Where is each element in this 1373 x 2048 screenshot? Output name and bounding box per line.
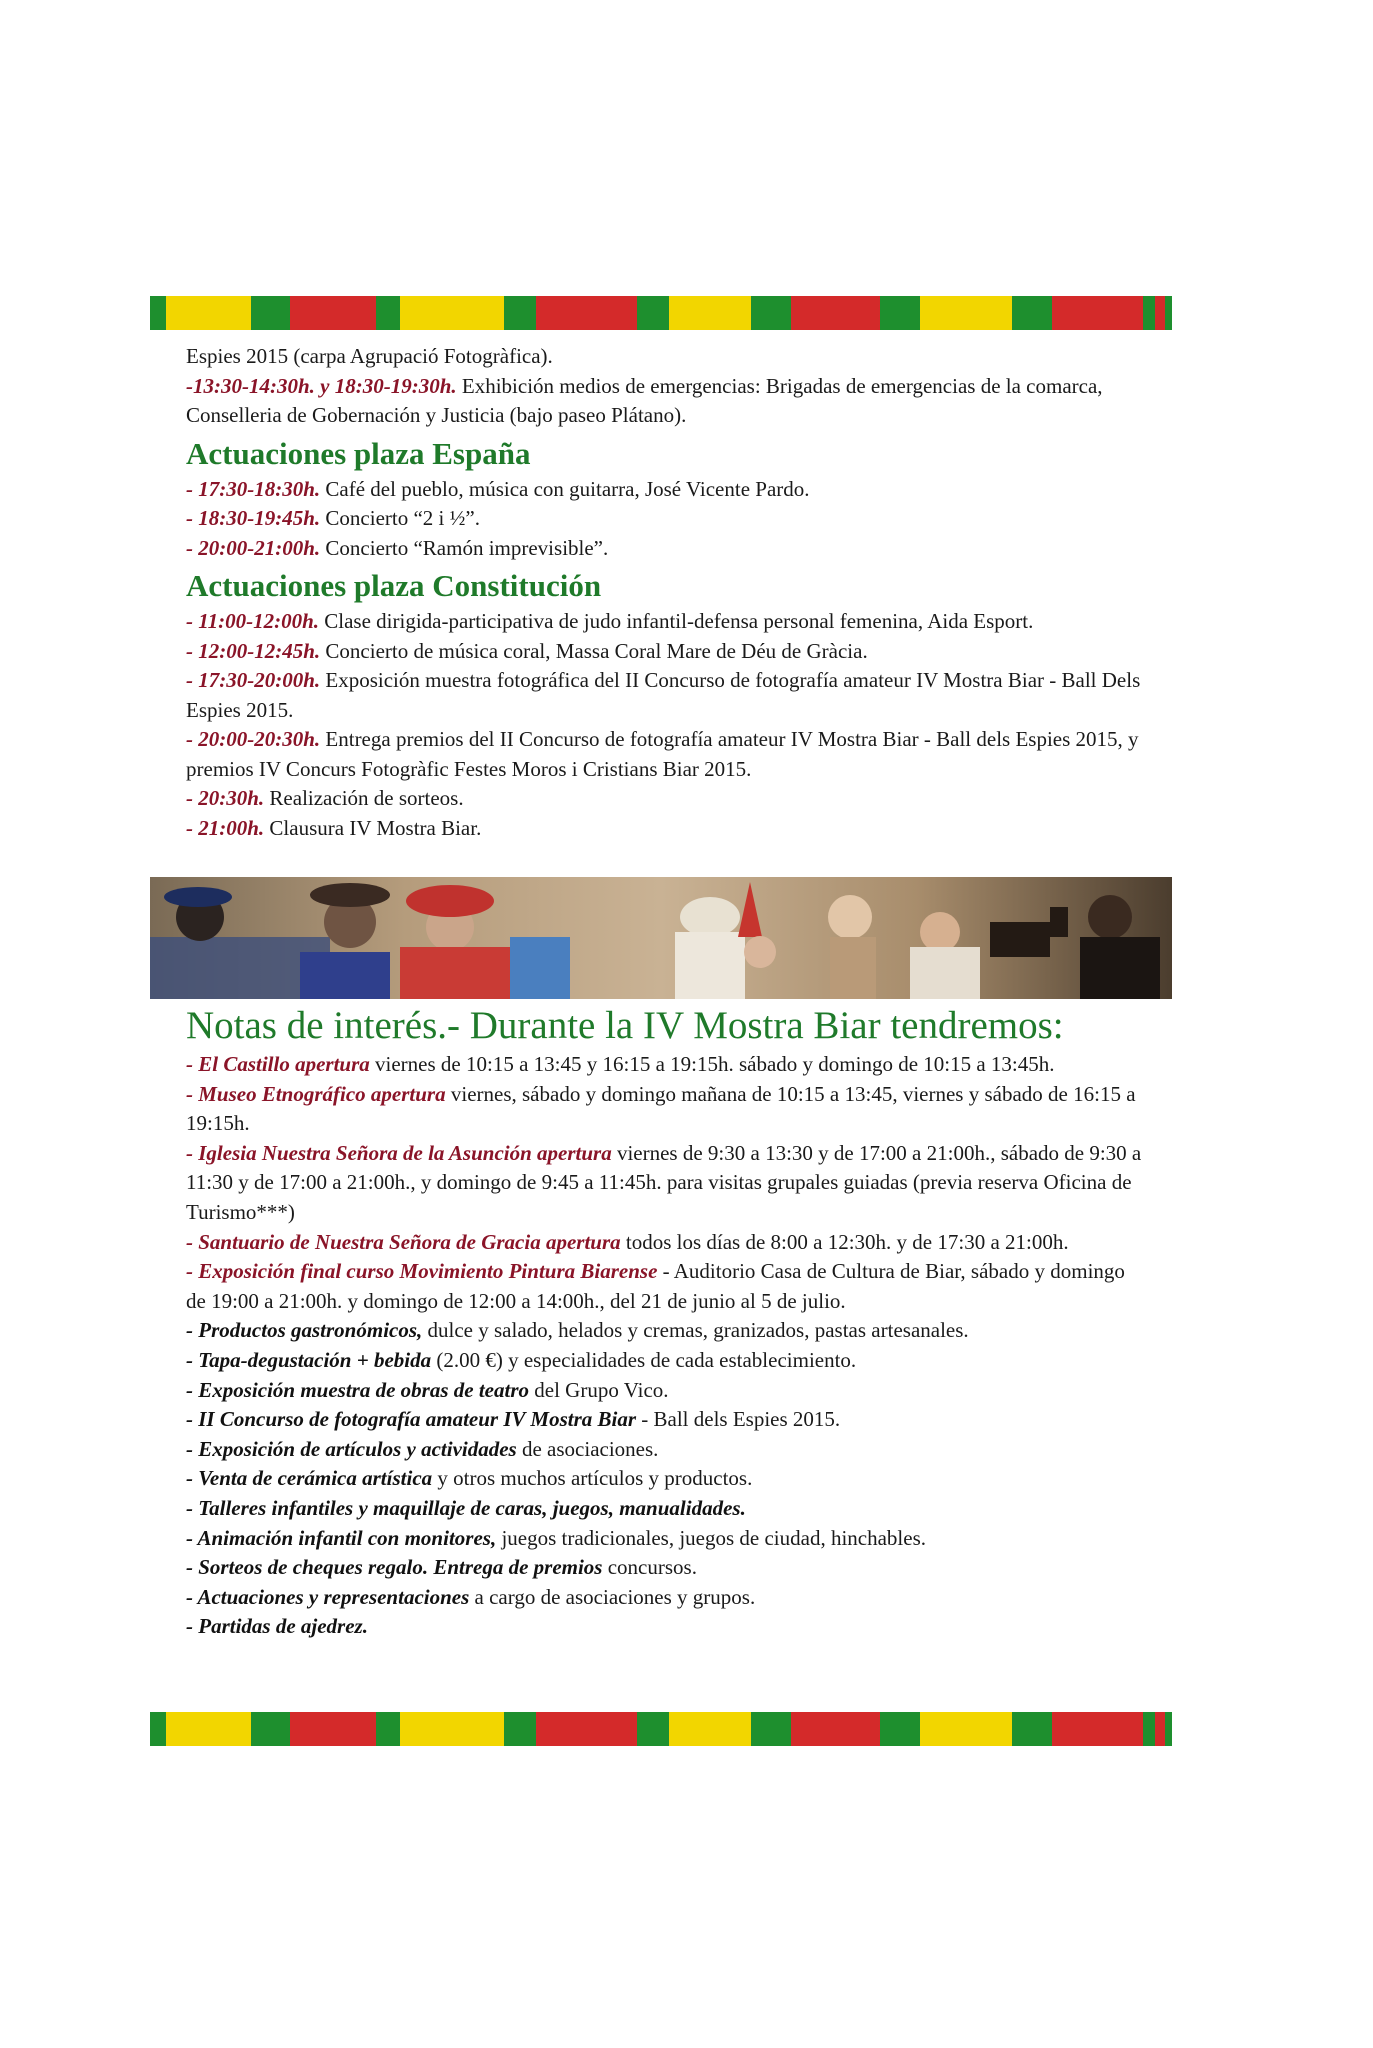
note-item-label: - Tapa-degustación + bebida xyxy=(186,1347,432,1372)
banner-painting-image xyxy=(150,877,1172,999)
stripe-segment xyxy=(504,296,536,330)
stripe-segment xyxy=(880,1712,920,1746)
stripe-segment xyxy=(290,1712,376,1746)
activities-list xyxy=(186,1316,1146,1642)
note-item xyxy=(186,1257,1146,1316)
note-item xyxy=(186,1612,1146,1642)
schedule-entry-label: - 17:30-20:00h. xyxy=(186,668,321,692)
schedule-entry xyxy=(186,666,1146,725)
stripe-segment xyxy=(400,1712,504,1746)
schedule-entry-label: - 12:00-12:45h. xyxy=(186,638,321,663)
schedule-entry xyxy=(186,504,1146,534)
stripe-segment xyxy=(536,1712,638,1746)
stripe-segment xyxy=(1165,1712,1172,1746)
note-item-label: - Venta de cerámica artística xyxy=(186,1466,433,1491)
stripe-segment xyxy=(791,1712,881,1746)
stripe-segment xyxy=(150,296,166,330)
stripe-segment xyxy=(504,1712,536,1746)
note-item-label: - Talleres infantiles y maquillaje de caras, juegos, manualidades. xyxy=(186,1495,746,1520)
stripe-segment xyxy=(536,296,638,330)
stripe-segment xyxy=(880,296,920,330)
note-item-label: - Exposición muestra de obras de teatro xyxy=(186,1377,530,1402)
note-item xyxy=(186,1494,1146,1524)
schedule-entry-text: Realización de sorteos. xyxy=(264,786,464,810)
stripe-segment xyxy=(400,296,504,330)
note-item-label: - II Concurso de fotografía amateur IV Mostra Biar xyxy=(186,1407,637,1432)
note-item xyxy=(186,1139,1146,1228)
schedule-entry-label: - 20:00-20:30h. xyxy=(186,727,321,751)
stripe-segment xyxy=(920,1712,1012,1746)
entry-time: -13:30-14:30h. y 18:30-19:30h. xyxy=(186,373,457,398)
stripe-segment xyxy=(637,1712,669,1746)
note-item-text: a cargo de asociaciones y grupos. xyxy=(469,1584,756,1609)
note-item-text: de asociaciones. xyxy=(516,1436,659,1461)
stripe-segment xyxy=(166,296,251,330)
section-heading-constitucion: Actuaciones plaza Constitución xyxy=(186,568,602,603)
schedule-entry-text: Concierto de música coral, Massa Coral Mare de Déu de Gràcia. xyxy=(320,638,868,663)
note-item xyxy=(186,1228,1146,1258)
stripe-segment xyxy=(1155,296,1165,330)
schedule-entry-text: Concierto “2 i ½”. xyxy=(320,506,480,530)
schedule-entry-text: Café del pueblo, música con guitarra, José Vicente Pardo. xyxy=(320,476,810,501)
constitucion-list xyxy=(186,607,1146,843)
note-item xyxy=(186,1435,1146,1465)
stripe-segment xyxy=(376,1712,400,1746)
opening-hours-list xyxy=(186,1050,1146,1316)
notes-block xyxy=(186,1004,1146,1642)
stripe-segment xyxy=(150,1712,166,1746)
schedule-entry-text: Exposición muestra fotográfica del II Concurso de fotografía amateur IV Mostra Biar - Ball Dels Espies 2015. xyxy=(186,668,1141,722)
note-item-label: - Museo Etnográfico apertura xyxy=(186,1081,446,1106)
intro-line: Espies 2015 (carpa Agrupació Fotogràfica). xyxy=(186,344,553,368)
schedule-entry-text: Clausura IV Mostra Biar. xyxy=(264,815,482,840)
note-item xyxy=(186,1050,1146,1080)
schedule-entry-label: - 20:00-21:00h. xyxy=(186,535,321,560)
note-item-label: - Sorteos de cheques regalo. Entrega de premios xyxy=(186,1555,603,1580)
stripe-segment xyxy=(1143,1712,1155,1746)
stripe-segment xyxy=(751,1712,791,1746)
decorative-stripe-top xyxy=(150,296,1172,330)
note-item-text: viernes de 9:30 a 13:30 y de 17:00 a 21:00h., sábado de 9:30 a 11:30 y de 17:00 a 21:00h., y domingo de 9:45 a 11:45h. para visitas grupales guiadas (previa reserva Oficina de Turismo***) xyxy=(186,1140,1142,1224)
schedule-entry-text: Entrega premios del II Concurso de fotografía amateur IV Mostra Biar - Ball dels Espies 2015, y premios IV Concurs Fotogràfic Festes Moros i Cristians Biar 2015. xyxy=(186,727,1139,781)
schedule-entry-text: Concierto “Ramón imprevisible”. xyxy=(320,535,609,560)
note-item xyxy=(186,1583,1146,1613)
note-item-label: - Actuaciones y representaciones xyxy=(186,1584,470,1609)
note-item-label: - Exposición final curso Movimiento Pintura Biarense xyxy=(186,1259,658,1284)
program-block xyxy=(186,342,1146,843)
schedule-entry xyxy=(186,814,1146,844)
stripe-segment xyxy=(791,296,881,330)
stripe-segment xyxy=(751,296,791,330)
note-item-text: juegos tradicionales, juegos de ciudad, hinchables. xyxy=(496,1525,926,1550)
stripe-segment xyxy=(637,296,669,330)
note-item xyxy=(186,1553,1146,1583)
notes-heading: Notas de interés.- Durante la IV Mostra Biar tendremos: xyxy=(186,1004,1064,1047)
note-item xyxy=(186,1405,1146,1435)
stripe-segment xyxy=(1143,296,1155,330)
note-item xyxy=(186,1524,1146,1554)
note-item-label: - El Castillo apertura xyxy=(186,1052,370,1076)
note-item-text: del Grupo Vico. xyxy=(529,1377,669,1402)
stripe-segment xyxy=(669,296,751,330)
stripe-segment xyxy=(166,1712,251,1746)
schedule-entry xyxy=(186,607,1146,637)
espana-list xyxy=(186,475,1146,564)
schedule-entry xyxy=(186,534,1146,564)
stripe-segment xyxy=(251,296,291,330)
note-item-text: concursos. xyxy=(602,1555,697,1580)
note-item xyxy=(186,1316,1146,1346)
note-item xyxy=(186,1464,1146,1494)
note-item xyxy=(186,1080,1146,1139)
stripe-segment xyxy=(376,296,400,330)
schedule-entry-label: - 17:30-18:30h. xyxy=(186,476,321,501)
schedule-entry xyxy=(186,725,1146,784)
schedule-entry-label: - 21:00h. xyxy=(186,815,265,840)
decorative-stripe-bottom xyxy=(150,1712,1172,1746)
stripe-segment xyxy=(669,1712,751,1746)
note-item xyxy=(186,1346,1146,1376)
note-item-label: - Santuario de Nuestra Señora de Gracia apertura xyxy=(186,1229,621,1254)
note-item-label: - Productos gastronómicos, xyxy=(186,1318,423,1343)
note-item-text: (2.00 €) y especialidades de cada establecimiento. xyxy=(431,1347,857,1372)
schedule-entry xyxy=(186,372,1146,431)
note-item-text: viernes, sábado y domingo mañana de 10:15 a 13:45, viernes y sábado de 16:15 a 19:15h. xyxy=(186,1081,1136,1136)
stripe-segment xyxy=(920,296,1012,330)
note-item-text: - Ball dels Espies 2015. xyxy=(636,1407,841,1432)
stripe-segment xyxy=(1155,1712,1165,1746)
schedule-entry-label: - 11:00-12:00h. xyxy=(186,609,319,633)
note-item-text: todos los días de 8:00 a 12:30h. y de 17:30 a 21:00h. xyxy=(620,1229,1069,1254)
stripe-segment xyxy=(1165,296,1172,330)
note-item-text: dulce y salado, helados y cremas, granizados, pastas artesanales. xyxy=(422,1318,969,1343)
note-item xyxy=(186,1376,1146,1406)
section-heading-espana: Actuaciones plaza España xyxy=(186,435,531,471)
stripe-segment xyxy=(1052,296,1144,330)
note-item-text: y otros muchos artículos y productos. xyxy=(432,1466,753,1491)
schedule-entry xyxy=(186,637,1146,667)
schedule-entry-text: Clase dirigida-participativa de judo infantil-defensa personal femenina, Aida Esport. xyxy=(319,609,1034,633)
stripe-segment xyxy=(251,1712,291,1746)
schedule-entry-label: - 18:30-19:45h. xyxy=(186,506,321,530)
stripe-segment xyxy=(1012,1712,1052,1746)
stripe-segment xyxy=(1012,296,1052,330)
schedule-entry-label: - 20:30h. xyxy=(186,786,265,810)
note-item-text: viernes de 10:15 a 13:45 y 16:15 a 19:15h. sábado y domingo de 10:15 a 13:45h. xyxy=(369,1052,1055,1076)
note-item-label: - Iglesia Nuestra Señora de la Asunción apertura xyxy=(186,1140,612,1165)
note-item-label: - Exposición de artículos y actividades xyxy=(186,1436,517,1461)
stripe-segment xyxy=(290,296,376,330)
note-item-label: - Animación infantil con monitores, xyxy=(186,1525,497,1550)
stripe-segment xyxy=(1052,1712,1144,1746)
note-item-label: - Partidas de ajedrez. xyxy=(186,1614,368,1639)
schedule-entry xyxy=(186,475,1146,505)
entry-text: Exhibición medios de emergencias: Brigadas de emergencias de la comarca, Conselleria de Gobernación y Justicia (bajo paseo Plátano). xyxy=(186,373,1103,427)
note-item-text: - Auditorio Casa de Cultura de Biar, sábado y domingo de 19:00 a 21:00h. y domingo de 12:00 a 14:00h., del 21 de junio al 5 de julio. xyxy=(186,1259,1125,1313)
schedule-entry xyxy=(186,784,1146,814)
